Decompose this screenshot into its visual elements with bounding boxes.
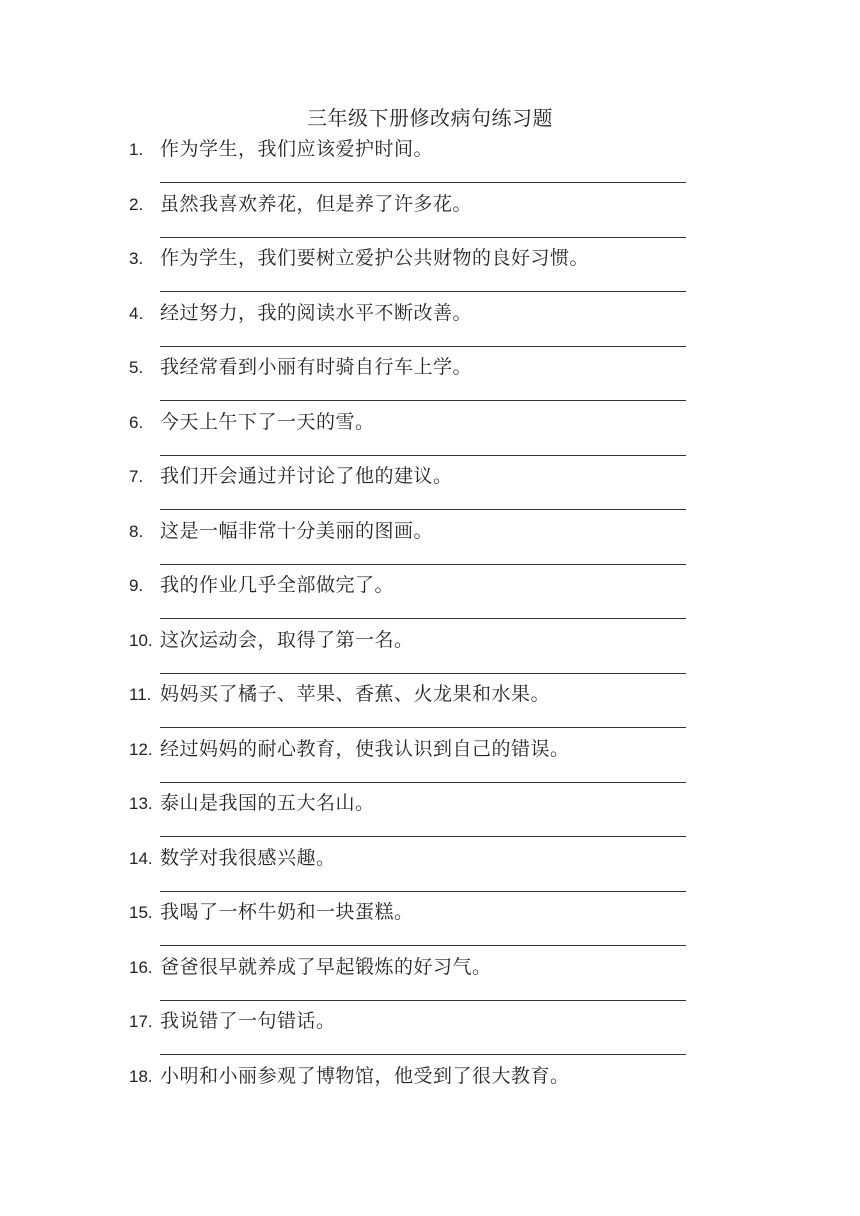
question-item <box>0 459 860 514</box>
question-number: 7. <box>129 467 144 486</box>
question-item <box>0 1004 860 1059</box>
question-number: 11. <box>129 685 152 704</box>
question-text: 作为学生，我们应该爱护时间。 <box>160 138 434 160</box>
question-text: 作为学生，我们要树立爱护公共财物的良好习惯。 <box>160 247 590 269</box>
question-item <box>0 514 860 569</box>
question-number: 8. <box>129 521 144 541</box>
question-item <box>0 187 860 242</box>
question-item <box>0 732 860 787</box>
question-number: 3. <box>129 249 144 268</box>
question-number: 9. <box>129 576 144 595</box>
answer-line <box>160 1000 686 1001</box>
question-text: 妈妈买了橘子、苹果、香蕉、火龙果和水果。 <box>160 683 551 705</box>
answer-line <box>160 945 686 946</box>
question-item <box>0 296 860 351</box>
answer-line <box>160 291 686 292</box>
question-item <box>0 677 860 732</box>
answer-line <box>160 727 686 728</box>
answer-line <box>160 564 686 565</box>
question-item <box>0 950 860 1005</box>
question-number: 17. <box>129 1012 153 1031</box>
answer-line <box>160 509 686 510</box>
answer-line <box>160 237 686 238</box>
question-item <box>0 132 860 187</box>
question-number: 18. <box>129 1066 153 1086</box>
page-title: 三年级下册修改病句练习题 <box>307 106 553 130</box>
question-text: 我们开会通过并讨论了他的建议。 <box>160 465 453 487</box>
question-text: 爸爸很早就养成了早起锻炼的好习气。 <box>160 955 492 978</box>
answer-line <box>160 182 686 183</box>
question-text: 今天上午下了一天的雪。 <box>160 410 375 433</box>
question-text: 泰山是我国的五大名山。 <box>160 792 375 814</box>
question-item <box>0 405 860 460</box>
question-number: 2. <box>129 194 144 214</box>
question-item <box>0 568 860 623</box>
question-text: 我说错了一句错话。 <box>160 1010 336 1032</box>
question-item <box>0 350 860 405</box>
answer-line <box>160 455 686 456</box>
question-text: 这次运动会，取得了第一名。 <box>160 628 414 651</box>
question-text: 数学对我很感兴趣。 <box>160 846 336 869</box>
question-item <box>0 841 860 896</box>
question-item <box>0 895 860 950</box>
answer-line <box>160 891 686 892</box>
question-text: 这是一幅非常十分美丽的图画。 <box>160 519 434 542</box>
question-number: 10. <box>129 630 153 650</box>
question-text: 我经常看到小丽有时骑自行车上学。 <box>160 356 473 378</box>
question-number: 12. <box>129 739 153 759</box>
question-text: 我的作业几乎全部做完了。 <box>160 574 395 596</box>
question-text: 经过妈妈的耐心教育，使我认识到自己的错误。 <box>160 737 570 760</box>
question-item <box>0 623 860 678</box>
question-item <box>0 241 860 296</box>
answer-line <box>160 782 686 783</box>
question-item <box>0 1059 860 1114</box>
question-item <box>0 786 860 841</box>
answer-line <box>160 400 686 401</box>
question-number: 6. <box>129 412 144 432</box>
answer-line <box>160 346 686 347</box>
question-text: 虽然我喜欢养花，但是养了许多花。 <box>160 192 473 215</box>
question-number: 5. <box>129 358 144 377</box>
question-text: 小明和小丽参观了博物馆，他受到了很大教育。 <box>160 1064 570 1087</box>
answer-line <box>160 673 686 674</box>
question-number: 15. <box>129 903 153 922</box>
question-number: 14. <box>129 848 153 868</box>
question-number: 4. <box>129 303 144 323</box>
answer-line <box>160 618 686 619</box>
question-list <box>0 132 860 1113</box>
question-number: 16. <box>129 957 153 977</box>
question-text: 我喝了一杯牛奶和一块蛋糕。 <box>160 901 414 923</box>
answer-line <box>160 836 686 837</box>
question-number: 1. <box>129 140 144 159</box>
question-number: 13. <box>129 794 153 813</box>
question-text: 经过努力，我的阅读水平不断改善。 <box>160 301 473 324</box>
answer-line <box>160 1054 686 1055</box>
